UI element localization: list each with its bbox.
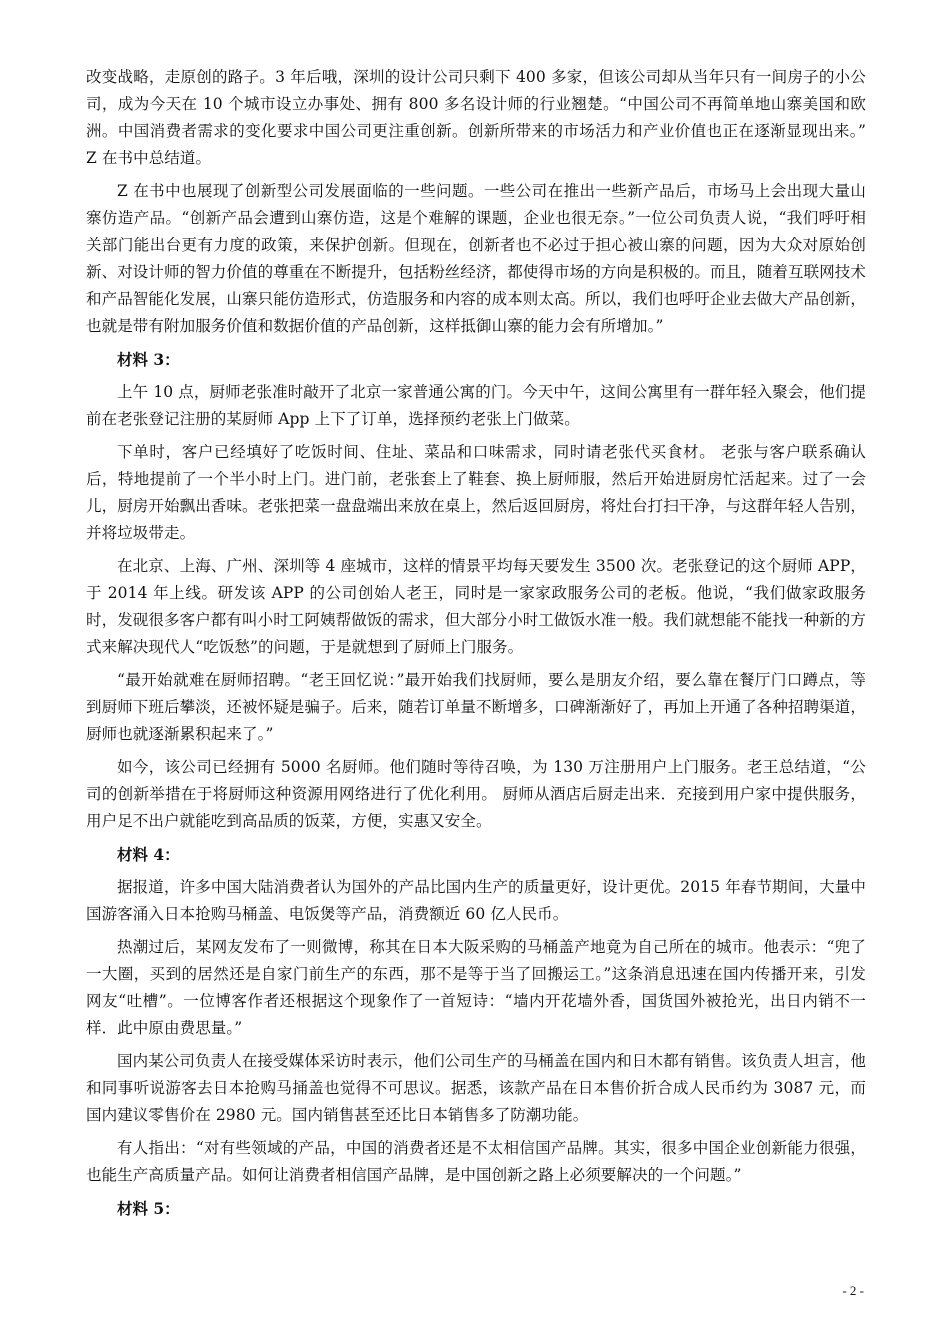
paragraph-order-details: 下单时，客户已经填好了吃饭时间、住址、菜品和口味需求，同时请老张代买食材。 老张与客户联系确认后，特地提前了一个半小时上门。进门前，老张套上了鞋套、换上厨师服，然后开始进厨房忙活起来。过了一会儿，厨房开始飘出香味。老张把菜一盘盘端出来放在桌上，然后返回厨房，将灶台打扫干净，与这群年轻人告别，并将垃圾带走。 — [86, 443, 867, 542]
paragraph-design-company-strategy: 改变战略，走原创的路子。3 年后哦，深圳的设计公司只剩下 400 多家，但该公司却从当年只有一间房子的小公司，成为今天在 10 个城市设立办事处、拥有 800 多名设计师的行业翘楚。“中国公司不再简单地山寨美国和欧洲。中国消费者需求的变化要求中国公司更注重创新。创新所带来的市场活力和产业价值也正在逐渐显现出来。” Z 在书中总结道。 — [86, 68, 872, 167]
paragraph-foreign-products: 据报道，许多中国大陆消费者认为国外的产品比国内生产的质量更好，设计更优。2015 年春节期间，大量中国游客涌入日本抢购马桶盖、电饭煲等产品，消费额近 60 亿人民币。 — [86, 878, 866, 923]
material-4-heading: 材料 4： — [117, 845, 180, 864]
paragraph-domestic-brand-trust: 有人指出：“对有些领域的产品，中国的消费者还是不太相信国产品牌。其实，很多中国企业创新能力很强，也能生产高质量产品。如何让消费者相信国产品牌，是中国创新之路上必须要解决的一个问题。” — [86, 1139, 866, 1184]
paragraph-weibo-toilet-seat: 热潮过后，某网友发布了一则微博，称其在日本大阪采购的马桶盖产地竟为自己所在的城市。他表示：“兜了一大圈，买到的居然还是自家门前生产的东西，那不是等于当了回搬运工。”这条消息迅速在国内传播开来，引发网友“吐槽”。一位博客作者还根据这个现象作了一首短诗：“墙内开花墙外香，国货国外被抢光，出日内销不一样．此中原由费思量。” — [86, 938, 866, 1037]
material-3-heading: 材料 3： — [117, 350, 180, 369]
paragraph-chef-app-founder: 在北京、上海、广州、深圳等 4 座城市，这样的情景平均每天要发生 3500 次。老张登记的这个厨师 APP，于 2014 年上线。研发该 APP 的公司创始人老王，同时是一家家政服务公司的老板。他说，“我们做家政服务时，发砚很多客户都有叫小时工阿姨帮做饭的需求，但大部分小时工做饭水准一般。我们就想能不能找一种新的方式来解决现代人“吃饭愁”的问题，于是就想到了厨师上门服务。 — [86, 557, 867, 656]
paragraph-counterfeit-problems: Z 在书中也展现了创新型公司发展面临的一些问题。一些公司在推出一些新产品后，市场马上会出现大量山寨仿造产品。“创新产品会遭到山寨仿造，这是个难解的课题，企业也很无奈。”一位公司负责人说，“我们呼吁相关部门能出台更有力度的政策，来保护创新。但现在，创新者也不必过于担心被山寨的问题，因为大众对原始创新、对设计师的智力价值的尊重在不断提升，包括粉丝经济，都使得市场的方向是积极的。而且，随着互联网技术和产品智能化发展，山寨只能仿造形式，仿造服务和内容的成本则太高。所以，我们也呼吁企业去做大产品创新，也就是带有附加服务价值和数据价值的产品创新，这样抵御山寨的能力会有所增加。” — [86, 182, 867, 335]
page-number: - 2 - — [842, 1283, 864, 1298]
paragraph-chef-recruitment: “最开始就难在厨师招聘。“老王回忆说：”最开始我们找厨师，要么是朋友介绍，要么靠在餐厅门口蹲点，等到厨师下班后攀淡，还被怀疑是骗子。后来，随若订单量不断增多，口碑渐渐好了，再加上开通了各种招聘渠道，厨师也就逐渐累积起来了。” — [86, 671, 867, 743]
document-page — [86, 64, 872, 1228]
paragraph-company-response: 国内某公司负责人在接受媒体采访时表示，他们公司生产的马桶盖在国内和日木都有销售。该负责人坦言，他和同事听说游客去日本抢购马捅盖也觉得不可思议。据悉，该款产品在日本售价折合成人民币约为 3087 元，而国内建议零售价在 2980 元。国内销售甚至还比日本销售多了防潮功能。 — [86, 1052, 866, 1124]
material-5-heading: 材料 5： — [117, 1199, 180, 1218]
paragraph-company-scale: 如今，该公司已经拥有 5000 名厨师。他们随时等待召唤，为 130 万注册用户上门服务。老王总结道，“公司的创新举措在于将厨师这种资源用网络进行了优化利用。 厨师从酒店后厨走出来．充接到用户家中提供服务，用户足不出户就能吃到高品质的饭菜，方便，实惠又安全。 — [86, 758, 866, 830]
paragraph-chef-visit: 上午 10 点，厨师老张准时敲开了北京一家普通公寓的门。今天中午，这间公寓里有一群年轻入聚会，他们提前在老张登记注册的某厨师 App 上下了订单，选择预约老张上门做菜。 — [86, 383, 866, 428]
